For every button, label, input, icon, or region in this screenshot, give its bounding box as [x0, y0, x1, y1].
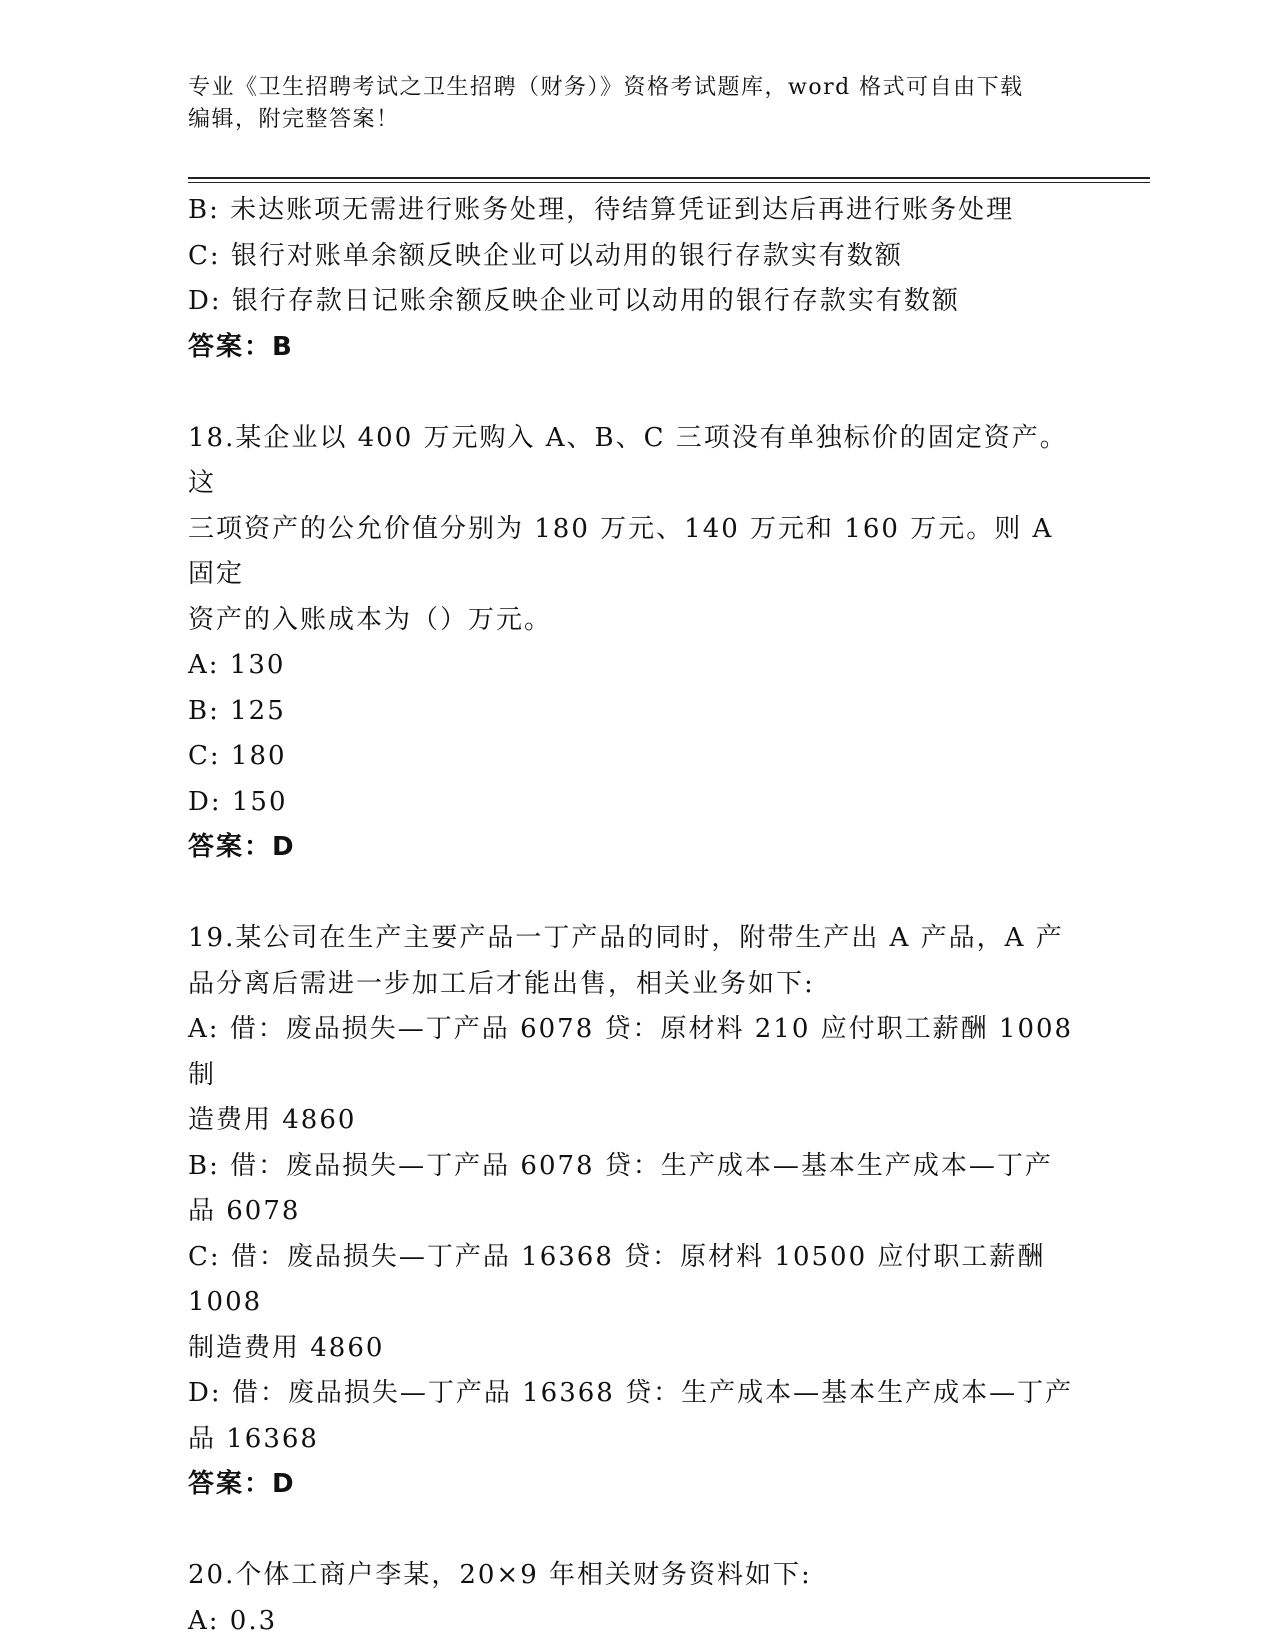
question-content — [188, 188, 1088, 1644]
spacer — [188, 871, 1088, 917]
q17-option-c: C: 银行对账单余额反映企业可以动用的银行存款实有数额 — [188, 240, 903, 271]
q19-option-c-line-1: C: 借：废品损失—丁产品 16368 贷：原材料 10500 应付职工薪酬 1008 — [188, 1241, 1046, 1317]
document-header — [188, 72, 1088, 136]
q18-option-c: C: 180 — [188, 741, 287, 771]
q18-option-d: D: 150 — [188, 786, 288, 817]
q20-stem-line-1: 20.个体工商户李某，20×9 年相关财务资料如下: — [188, 1560, 812, 1590]
q19-option-a-line-2: 造费用 4860 — [188, 1105, 357, 1135]
q19-option-b-line-1: B: 借：废品损失—丁产品 6078 贷：生产成本—基本生产成本—丁产 — [188, 1150, 1053, 1181]
header-divider-thick — [188, 177, 1150, 179]
q17-answer: 答案：B — [188, 331, 294, 362]
q19-stem-line-1: 19.某公司在生产主要产品一丁产品的同时，附带生产出 A 产品，A 产 — [188, 923, 1064, 953]
header-line-2: 编辑，附完整答案！ — [188, 107, 400, 132]
q18-option-b: B: 125 — [188, 695, 286, 726]
q20-option-a: A: 0.3 — [188, 1605, 278, 1636]
header-line-1: 专业《卫生招聘考试之卫生招聘（财务）》资格考试题库，word 格式可自由下载 — [188, 75, 1024, 100]
q19-option-d-line-1: D: 借：废品损失—丁产品 16368 贷：生产成本—基本生产成本—丁产 — [188, 1378, 1074, 1408]
q19-option-a-line-1: A: 借：废品损失—丁产品 6078 贷：原材料 210 应付职工薪酬 1008 制 — [188, 1014, 1074, 1090]
q19-stem-line-2: 品分离后需进一步加工后才能出售，相关业务如下: — [188, 968, 815, 999]
header-divider-thin — [188, 182, 1150, 183]
q19-option-c-line-2: 制造费用 4860 — [188, 1332, 385, 1363]
q18-stem-line-3: 资产的入账成本为（）万元。 — [188, 604, 553, 635]
spacer — [188, 370, 1088, 416]
q18-stem-line-1: 18.某企业以 400 万元购入 A、B、C 三项没有单独标价的固定资产。这 — [188, 422, 1068, 498]
spacer — [188, 1508, 1088, 1554]
q19-answer: 答案：D — [188, 1469, 296, 1499]
q18-answer: 答案：D — [188, 832, 296, 862]
q18-option-a: A: 130 — [188, 650, 286, 680]
q19-option-d-line-2: 品 16368 — [188, 1423, 319, 1454]
q18-stem-line-2: 三项资产的公允价值分别为 180 万元、140 万元和 160 万元。则 A 固定 — [188, 513, 1054, 589]
q19-option-b-line-2: 品 6078 — [188, 1196, 301, 1226]
q17-option-b: B: 未达账项无需进行账务处理，待结算凭证到达后再进行账务处理 — [188, 195, 1015, 225]
q17-option-d: D: 银行存款日记账余额反映企业可以动用的银行存款实有数额 — [188, 286, 960, 316]
